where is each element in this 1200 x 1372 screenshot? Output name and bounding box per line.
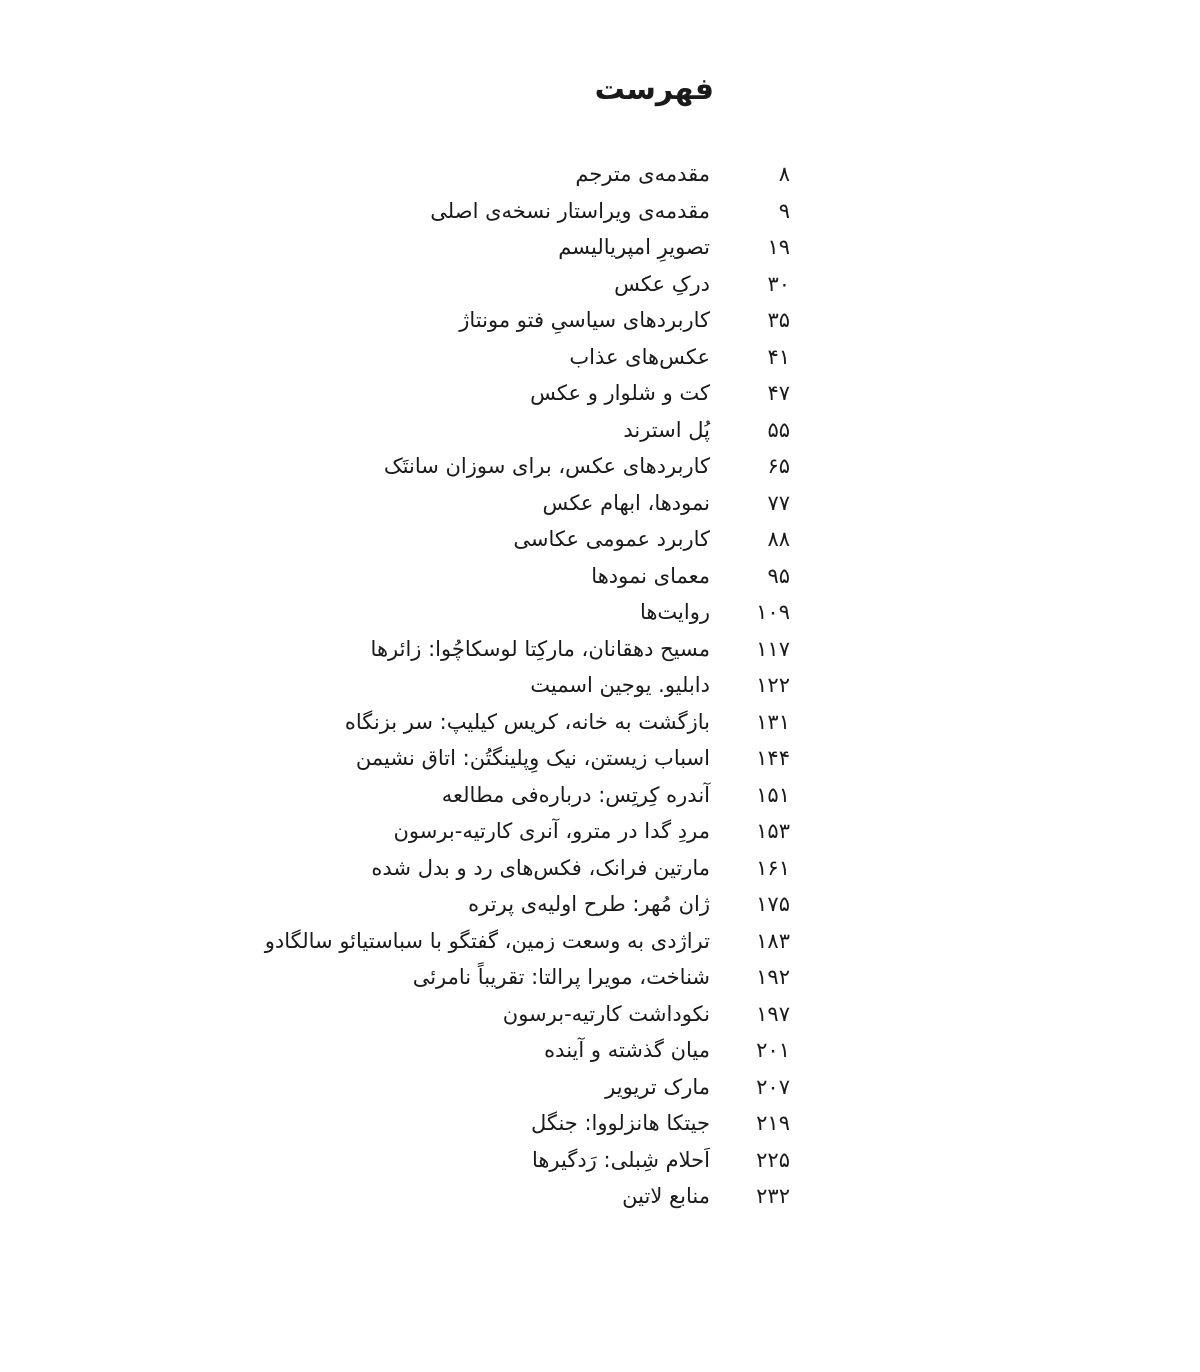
- toc-page-number: ۱۷۵: [756, 892, 790, 917]
- toc-page-number: ۱۶۱: [756, 855, 790, 880]
- toc-entry-title: مارتین فرانک، فکس‌های رد و بدل شده: [371, 855, 710, 880]
- toc-entry-title: مقدمه‌ی ویراستار نسخه‌ی اصلی: [430, 198, 710, 223]
- toc-page-number: ۲۳۲: [756, 1184, 790, 1209]
- toc-entry-title: تصویرِ امپریالیسم: [558, 235, 710, 260]
- toc-entry-title: کت و شلوار و عکس: [530, 381, 710, 406]
- toc-entry-title: درکِ عکس: [614, 271, 710, 296]
- toc-entry: [265, 339, 790, 376]
- toc-page-number: ۱۲۲: [756, 673, 790, 698]
- toc-entry: [265, 156, 790, 193]
- toc-page-number: ۴۱: [767, 344, 790, 369]
- toc-entry-title: شناخت، مویرا پرالتا: تقریباً نامرئی: [412, 965, 710, 990]
- toc-entry: [265, 667, 790, 704]
- toc-entry: [265, 412, 790, 449]
- toc-entry: [265, 704, 790, 741]
- toc-page-number: ۱۹۲: [756, 965, 790, 990]
- toc-entry: [265, 1069, 790, 1106]
- toc-page-number: ۱۳۱: [756, 709, 790, 734]
- toc-entry-title: کاربردهای عکس، برای سوزان سانتَک: [383, 454, 710, 479]
- toc-entry: [265, 229, 790, 266]
- toc-entry: [265, 959, 790, 996]
- toc-page-number: ۱۹: [767, 235, 790, 260]
- toc-entry: [265, 777, 790, 814]
- toc-page-number: ۱۰۹: [756, 600, 790, 625]
- toc-page-number: ۱۹۷: [756, 1001, 790, 1026]
- toc-entry-title: کاربردهای سیاسیِ فتو مونتاژ: [459, 308, 710, 333]
- toc-entry: [265, 886, 790, 923]
- toc-page-number: ۲۰۷: [756, 1074, 790, 1099]
- toc-entry: [265, 850, 790, 887]
- toc-page-number: ۱۵۳: [756, 819, 790, 844]
- toc-entry-title: منابع لاتین: [622, 1184, 710, 1209]
- toc-entry: [265, 813, 790, 850]
- toc-entry: [265, 1142, 790, 1179]
- toc-entry: [265, 996, 790, 1033]
- toc-page-number: ۳۰: [767, 271, 790, 296]
- toc-entry: [265, 1032, 790, 1069]
- toc-entry-title: مردِ گدا در مترو، آنری کارتیه-برسون: [393, 819, 710, 844]
- toc-entry-title: اسباب زیستن، نیک وِپلینگتُن: اتاق نشیمن: [355, 746, 710, 771]
- toc-entry: [265, 485, 790, 522]
- toc-entry: [265, 448, 790, 485]
- toc-entry-title: عکس‌های عذاب: [569, 344, 710, 369]
- toc-entry: [265, 740, 790, 777]
- toc-entry-title: بازگشت به خانه، کریس کیلیپ: سر بزنگاه: [344, 709, 710, 734]
- toc-entry: [265, 631, 790, 668]
- toc-page-number: ۳۵: [767, 308, 790, 333]
- toc-entry-title: نمودها، ابهام عکس: [542, 490, 710, 515]
- toc-entry-title: اَحلام شِبلی: رَدگیرها: [531, 1147, 710, 1172]
- toc-entry: [265, 302, 790, 339]
- toc-page-number: ۲۱۹: [756, 1111, 790, 1136]
- toc-entry-title: مقدمه‌ی مترجم: [575, 162, 710, 187]
- toc-entry-title: دابلیو. یوجین اسمیت: [530, 673, 710, 698]
- toc-entry-title: مسیح دهقانان، مارکِتا لوسکاچُوا: زائرها: [370, 636, 710, 661]
- toc-page-number: ۱۸۳: [756, 928, 790, 953]
- toc-entry-title: نکوداشت کارتیه-برسون: [502, 1001, 710, 1026]
- toc-page-number: ۶۵: [767, 454, 790, 479]
- toc-entry-title: پُل استرند: [623, 417, 710, 442]
- toc-entry: [265, 375, 790, 412]
- toc-page-number: ۱۴۴: [756, 746, 790, 771]
- toc-entry-title: کاربرد عمومی عکاسی: [513, 527, 710, 552]
- toc-entry-title: روایت‌ها: [639, 600, 710, 625]
- toc-entry: [265, 521, 790, 558]
- toc-entry: [265, 1178, 790, 1215]
- toc-page-number: ۲۰۱: [756, 1038, 790, 1063]
- toc-entry: [265, 1105, 790, 1142]
- table-of-contents: [265, 156, 790, 1215]
- toc-page-number: ۱۱۷: [756, 636, 790, 661]
- toc-entry-title: معمای نمودها: [591, 563, 710, 588]
- toc-page-number: ۴۷: [767, 381, 790, 406]
- toc-entry: [265, 193, 790, 230]
- toc-entry-title: آندره کِرتِس: درباره‌فی مطالعه: [441, 782, 710, 807]
- toc-page-number: ۹: [778, 198, 790, 223]
- toc-entry: [265, 266, 790, 303]
- toc-entry: [265, 923, 790, 960]
- toc-entry: [265, 558, 790, 595]
- toc-entry: [265, 594, 790, 631]
- toc-entry-title: جیتکا هانزلووا: جنگل: [530, 1111, 710, 1136]
- toc-page-number: ۲۲۵: [756, 1147, 790, 1172]
- toc-page-number: ۱۵۱: [756, 782, 790, 807]
- toc-page-number: ۵۵: [767, 417, 790, 442]
- toc-entry-title: مارک تریویر: [605, 1074, 710, 1099]
- toc-page-number: ۸۸: [767, 527, 790, 552]
- toc-entry-title: ژان مُهر: طرح اولیه‌ی پرتره: [468, 892, 710, 917]
- toc-page-number: ۷۷: [767, 490, 790, 515]
- page-title: فهرست: [594, 72, 714, 107]
- toc-entry-title: تراژدی به وسعت زمین، گفتگو با سباستیائو سالگادو: [264, 928, 710, 953]
- toc-page-number: ۸: [778, 162, 790, 187]
- toc-page-number: ۹۵: [767, 563, 790, 588]
- toc-entry-title: میان گذشته و آینده: [544, 1038, 710, 1063]
